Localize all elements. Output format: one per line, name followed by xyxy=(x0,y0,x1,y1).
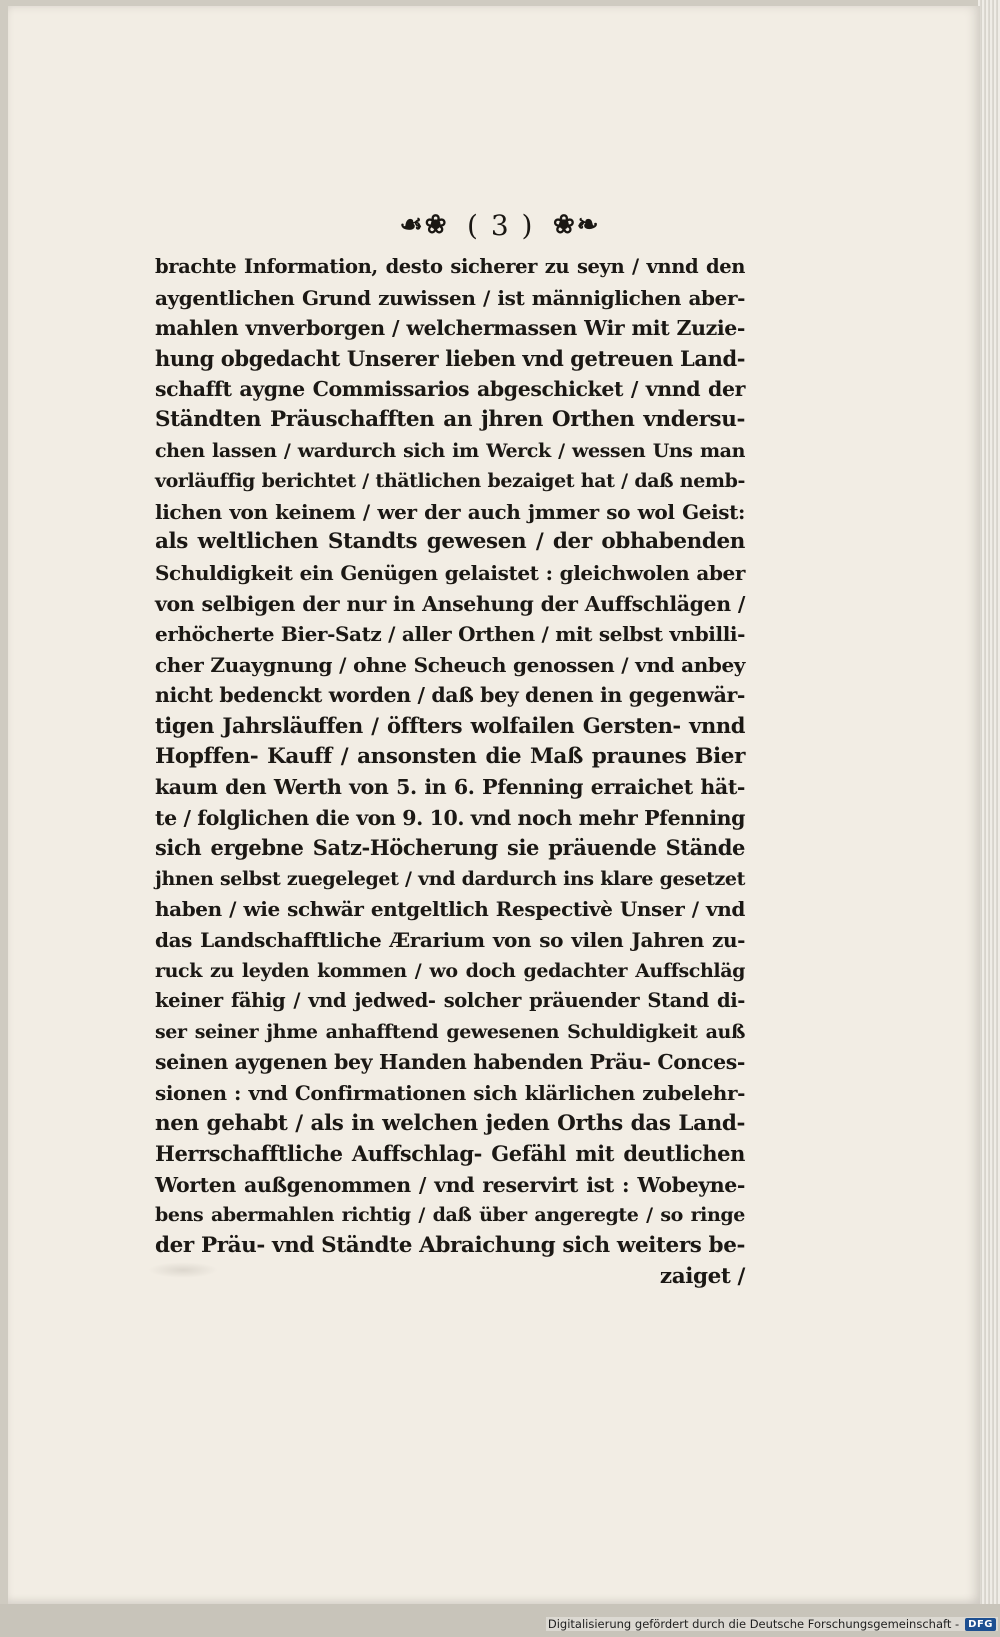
text-line: von selbigen der nur in Ansehung der Auffschlägen / xyxy=(155,591,745,616)
page-number: ( 3 ) xyxy=(467,208,535,242)
text-line: tigen Jahrsläuffen / öffters wolfailen Gersten- vnnd xyxy=(155,712,745,738)
text-line: Schuldigkeit ein Genügen gelaistet : gleichwolen aber xyxy=(155,560,745,585)
text-line: mahlen vnverborgen / welchermassen Wir mit Zuzie- xyxy=(155,316,745,341)
text-line: hung obgedacht Unserer lieben vnd getreuen Land- xyxy=(155,345,746,371)
text-line: cher Zuaygnung / ohne Scheuch genossen / vnd anbey xyxy=(155,652,745,677)
text-line: aygentlichen Grund zuwissen / ist männiglichen aber- xyxy=(155,285,745,310)
footer-credit: Digitalisierung gefördert durch die Deutsche Forschungsgemeinschaft - xyxy=(547,1617,960,1631)
text-line: das Landschafftliche Ærarium von so vilen Jahren zu- xyxy=(155,928,745,953)
text-line: chen lassen / wardurch sich im Werck / wessen Uns man xyxy=(155,439,745,462)
text-line: kaum den Werth von 5. in 6. Pfenning erraichet hät- xyxy=(155,775,745,800)
text-line: zaiget / xyxy=(659,1263,745,1289)
text-line: nen gehabt / als in welchen jeden Orths das Land- xyxy=(155,1110,745,1136)
text-line: ruck zu leyden kommen / wo doch gedachter Auffschläg xyxy=(155,959,745,982)
text-line: brachte Information, desto sicherer zu seyn / vnnd den xyxy=(155,255,745,278)
text-line: ser seiner jhme anhafftend gewesenen Schuldigkeit auß xyxy=(155,1020,745,1043)
text-line: lichen von keinem / wer der auch jmmer so wol Geist: xyxy=(155,499,745,524)
page-header xyxy=(0,206,1000,242)
ornament-left-icon: ☙❀ xyxy=(399,210,449,240)
ornament-right-icon: ❀❧ xyxy=(552,210,601,240)
text-line: Herrschafftliche Auffschlag- Gefähl mit deutlichen xyxy=(155,1141,745,1167)
page-edge-stack xyxy=(978,0,1000,1610)
text-line: te / folglichen die von 9. 10. vnd noch mehr Pfenning xyxy=(155,805,746,830)
body-text xyxy=(155,252,745,1292)
text-line: Worten außgenommen / vnd reservirt ist : Wobeyne- xyxy=(155,1172,745,1197)
text-line: haben / wie schwär entgeltlich Respectivè Unser / vnd xyxy=(155,897,745,922)
text-line: schafft aygne Commissarios abgeschicket / vnnd der xyxy=(155,377,745,402)
text-line: seinen aygenen bey Handen habenden Präu- Conces- xyxy=(155,1050,745,1075)
text-line: als weltlichen Standts gewesen / der obhabenden xyxy=(155,529,745,555)
text-line: Hopffen- Kauff / ansonsten die Maß praunes Bier xyxy=(155,743,745,769)
bleed-through-mark xyxy=(148,1262,218,1278)
text-line: sionen : vnd Confirmationen sich klärlichen zubelehr- xyxy=(155,1081,745,1106)
text-line: Ständten Präuschafften an jhren Orthen vndersu- xyxy=(155,406,745,432)
text-line: vorläuffig berichtet / thätlichen bezaiget hat / daß nemb- xyxy=(155,470,745,493)
text-line: sich ergebne Satz-Höcherung sie präuende Stände xyxy=(155,835,745,861)
text-line: keiner fähig / vnd jedwed- solcher präuender Stand di- xyxy=(155,989,745,1013)
text-line: bens abermahlen richtig / daß über angeregte / so ringe xyxy=(155,1204,745,1227)
text-line: jhnen selbst zuegeleget / vnd dardurch ins klare gesetzet xyxy=(155,867,745,890)
dfg-logo: DFG xyxy=(965,1618,996,1631)
digitization-footer xyxy=(546,1617,998,1631)
text-line: der Präu- vnd Ständte Abraichung sich weiters be- xyxy=(155,1233,745,1258)
text-line: nicht bedenckt worden / daß bey denen in gegenwär- xyxy=(155,683,745,708)
text-line: erhöcherte Bier-Satz / aller Orthen / mit selbst vnbilli- xyxy=(155,622,745,647)
